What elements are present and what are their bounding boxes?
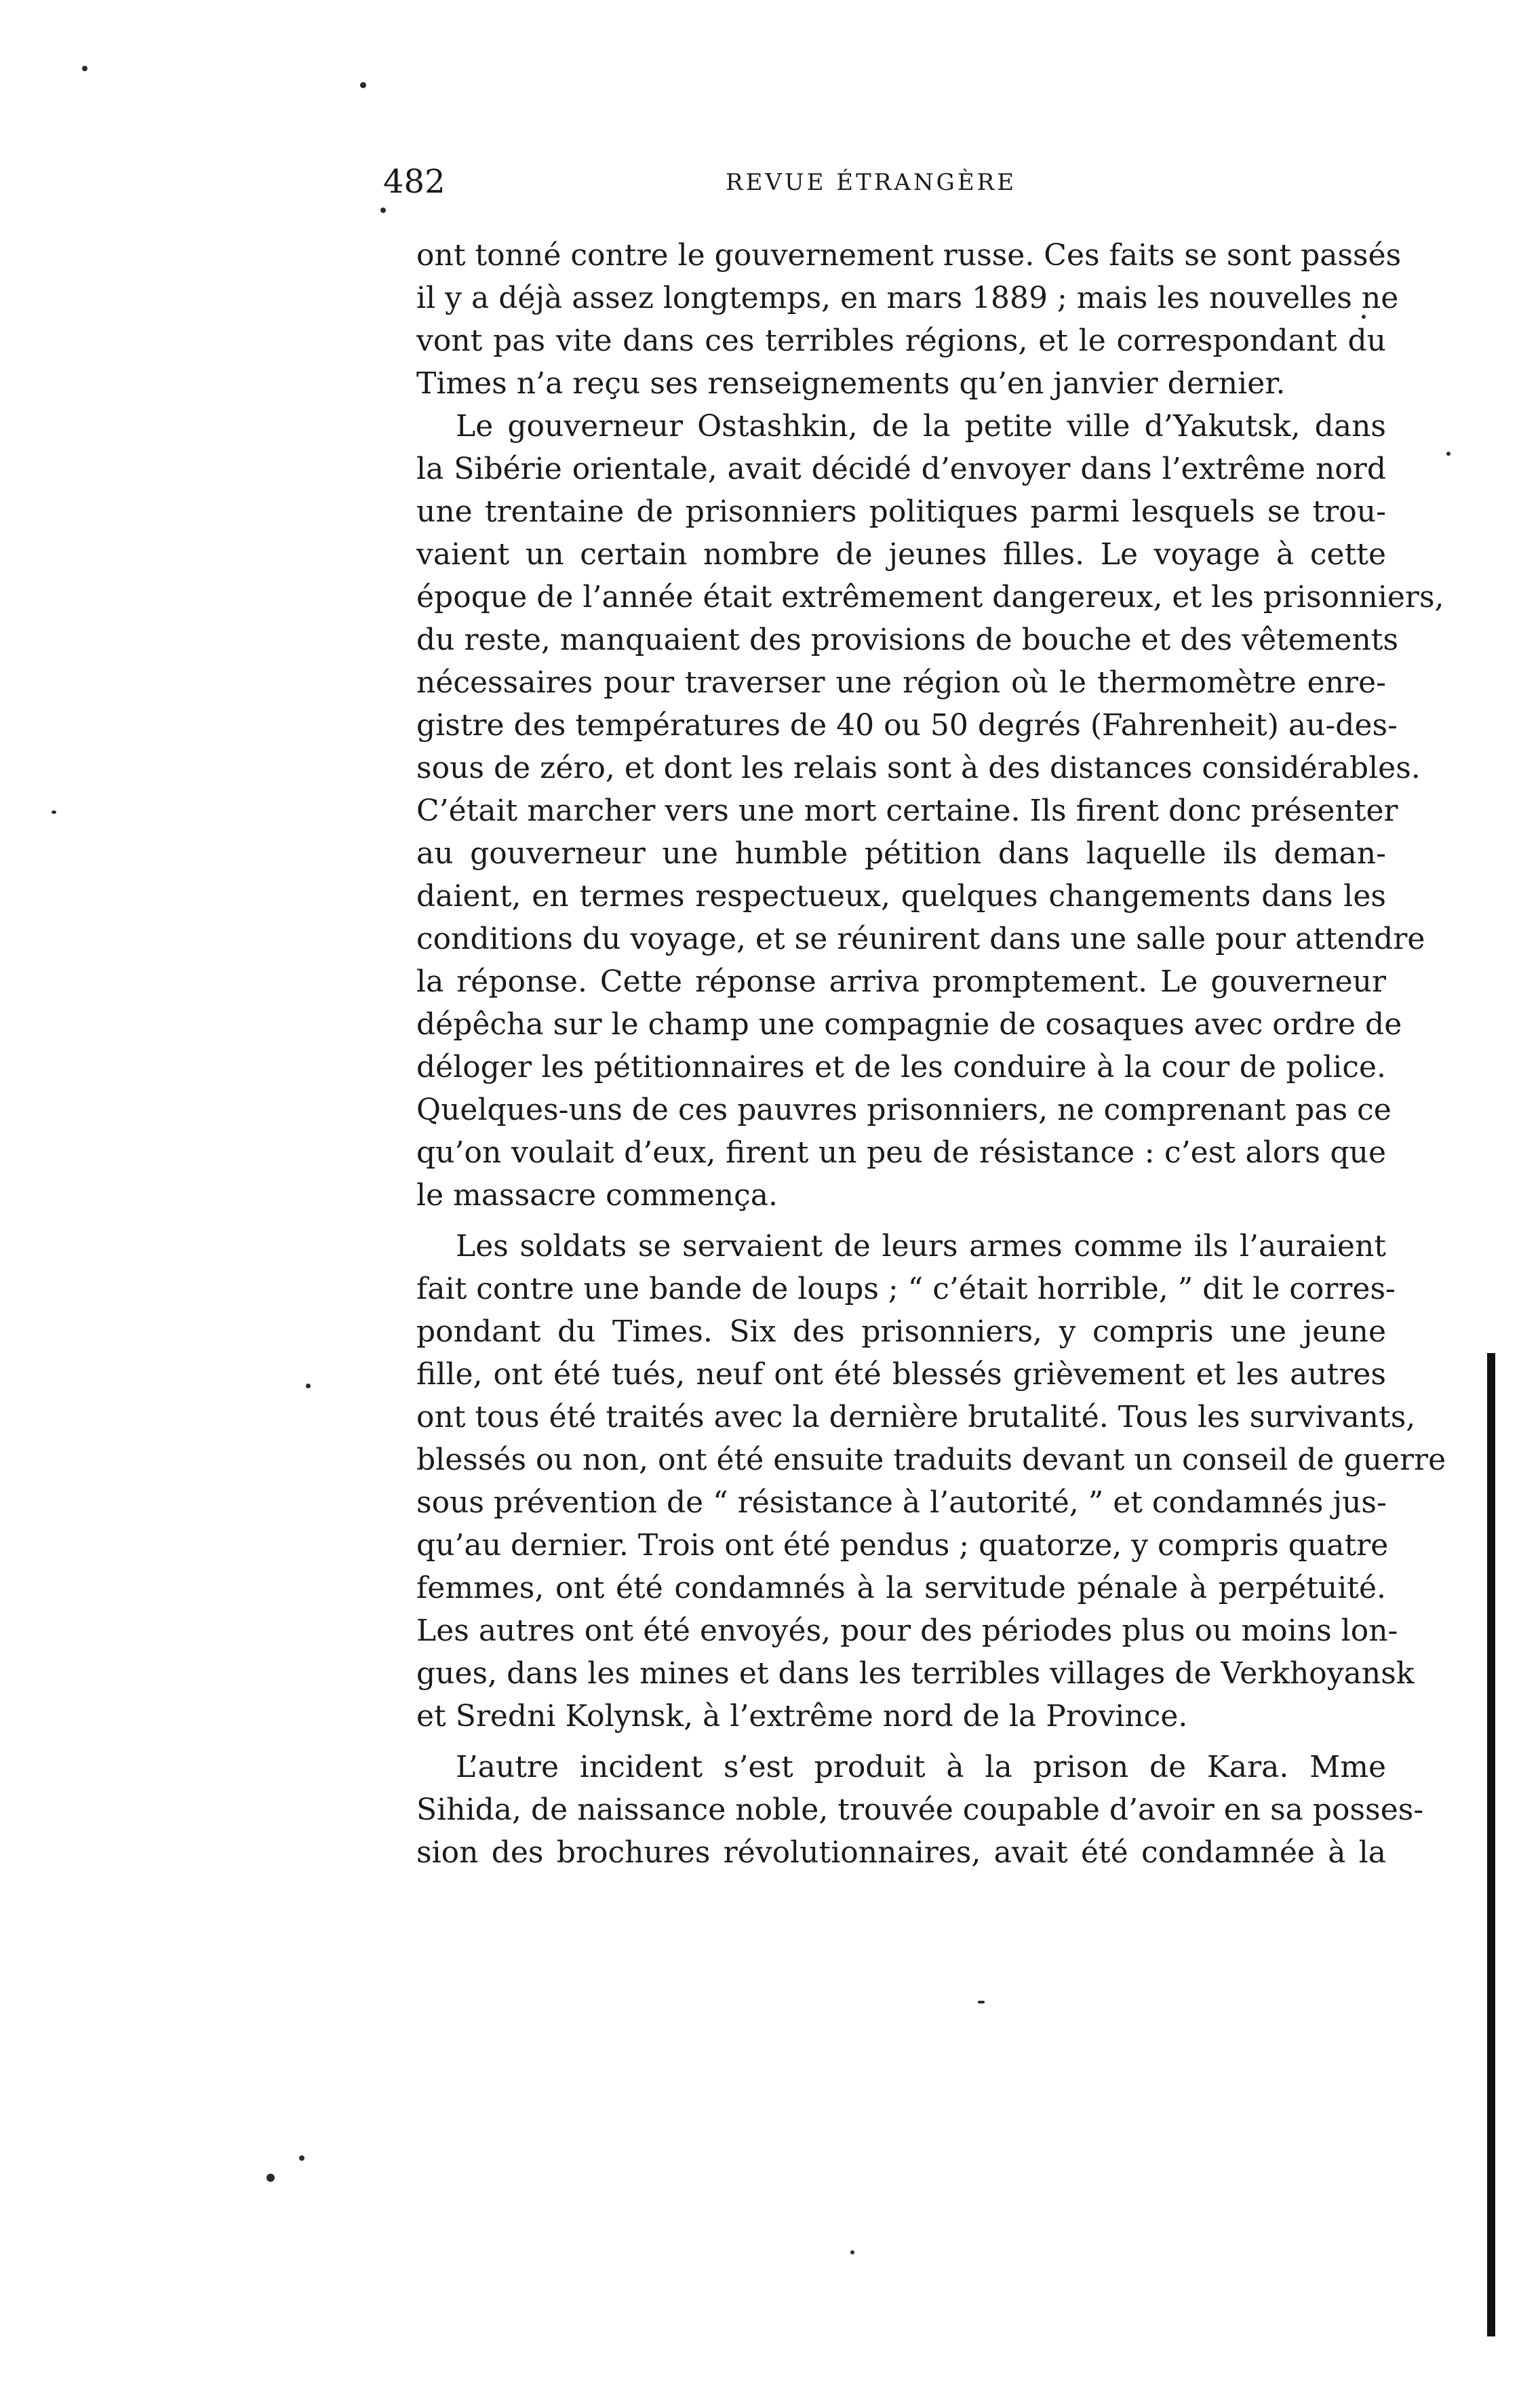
text-line: du reste, manquaient des provisions de bouche et des vêtements xyxy=(416,623,1399,657)
text-line: fait contre une bande de loups ; “ c’était horrible, ” dit le corres- xyxy=(416,1272,1396,1306)
scan-speck xyxy=(299,2155,304,2161)
text-line: sous de zéro, et dont les relais sont à des distances considérables. xyxy=(416,751,1421,785)
scan-speck xyxy=(82,66,87,71)
text-line: qu’on voulait d’eux, firent un peu de résistance : c’est alors que xyxy=(416,1135,1386,1170)
text-line: fille, ont été tués, neuf ont été blessés grièvement et les autres xyxy=(416,1357,1386,1392)
text-line: vont pas vite dans ces terribles régions, et le correspondant du xyxy=(416,324,1386,358)
scan-speck xyxy=(850,2250,854,2254)
text-line: L’autre incident s’est produit à la prison de Kara. Mme xyxy=(456,1750,1386,1784)
text-line: Sihida, de naissance noble, trouvée coupable d’avoir en sa posses- xyxy=(416,1793,1424,1827)
text-line: ont tous été traités avec la dernière brutalité. Tous les survivants, xyxy=(416,1400,1416,1434)
text-line: vaient un certain nombre de jeunes filles. Le voyage à cette xyxy=(416,537,1386,572)
text-line: blessés ou non, ont été ensuite traduits devant un conseil de guerre xyxy=(416,1443,1446,1477)
paragraph-gap xyxy=(416,1738,1386,1746)
body-text xyxy=(416,234,1446,1874)
text-line: la réponse. Cette réponse arriva promptement. Le gouverneur xyxy=(416,964,1386,999)
running-head: REVUE ÉTRANGÈRE xyxy=(726,169,1017,196)
text-line: sous prévention de “ résistance à l’autorité, ” et condamnés jus- xyxy=(416,1485,1387,1520)
text-line: et Sredni Kolynsk, à l’extrême nord de la Province. xyxy=(416,1699,1188,1734)
scan-speck xyxy=(1446,452,1450,456)
text-line: femmes, ont été condamnés à la servitude pénale à perpétuité. xyxy=(416,1571,1386,1605)
page-number: 482 xyxy=(383,163,446,201)
text-line: dépêcha sur le champ une compagnie de cosaques avec ordre de xyxy=(416,1007,1402,1042)
text-line: Le gouverneur Ostashkin, de la petite ville d’Yakutsk, dans xyxy=(456,409,1386,444)
scan-speck xyxy=(360,82,366,88)
paragraph xyxy=(416,405,1444,1217)
text-line: sion des brochures révolutionnaires, avait été condamnée à la xyxy=(416,1835,1386,1870)
text-line: il y a déjà assez longtemps, en mars 1889 ; mais les nouvelles ne xyxy=(416,281,1399,315)
scan-speck xyxy=(266,2174,275,2182)
text-line: Times n’a reçu ses renseignements qu’en janvier dernier. xyxy=(416,366,1286,401)
text-line: C’était marcher vers une mort certaine. Ils firent donc présenter xyxy=(416,794,1398,828)
text-line: Les soldats se servaient de leurs armes comme ils l’auraient xyxy=(456,1229,1386,1264)
text-line: déloger les pétitionnaires et de les conduire à la cour de police. xyxy=(416,1050,1386,1084)
text-line: qu’au dernier. Trois ont été pendus ; quatorze, y compris quatre xyxy=(416,1528,1389,1563)
text-line: conditions du voyage, et se réunirent dans une salle pour attendre xyxy=(416,922,1425,956)
text-line: gistre des températures de 40 ou 50 degrés (Fahrenheit) au-des- xyxy=(416,708,1398,743)
page-edge-shadow xyxy=(1487,1353,1495,2336)
text-line: la Sibérie orientale, avait décidé d’envoyer dans l’extrême nord xyxy=(416,452,1386,486)
scan-speck xyxy=(978,2001,985,2003)
text-line: pondant du Times. Six des prisonniers, y compris une jeune xyxy=(416,1314,1386,1349)
text-line: daient, en termes respectueux, quelques changements dans les xyxy=(416,879,1386,914)
paragraph-gap xyxy=(416,1217,1386,1225)
scan-speck xyxy=(380,208,386,213)
scan-speck xyxy=(52,810,56,814)
text-line: Les autres ont été envoyés, pour des périodes plus ou moins lon- xyxy=(416,1613,1398,1648)
paragraph xyxy=(416,1225,1446,1738)
text-line: au gouverneur une humble pétition dans laquelle ils deman- xyxy=(416,836,1386,871)
text-line: le massacre commença. xyxy=(416,1178,778,1213)
text-line: Quelques-uns de ces pauvres prisonniers, ne comprenant pas ce xyxy=(416,1093,1391,1127)
scan-speck xyxy=(306,1384,311,1388)
text-line: nécessaires pour traverser une région où le thermomètre enre- xyxy=(416,665,1386,700)
paragraph xyxy=(416,234,1402,405)
text-line: ont tonné contre le gouvernement russe. Ces faits se sont passés xyxy=(416,238,1402,273)
paragraph xyxy=(416,1746,1424,1874)
text-line: une trentaine de prisonniers politiques parmi lesquels se trou- xyxy=(416,494,1386,529)
text-line: gues, dans les mines et dans les terribles villages de Verkhoyansk xyxy=(416,1656,1415,1691)
text-line: époque de l’année était extrêmement dangereux, et les prisonniers, xyxy=(416,580,1444,614)
